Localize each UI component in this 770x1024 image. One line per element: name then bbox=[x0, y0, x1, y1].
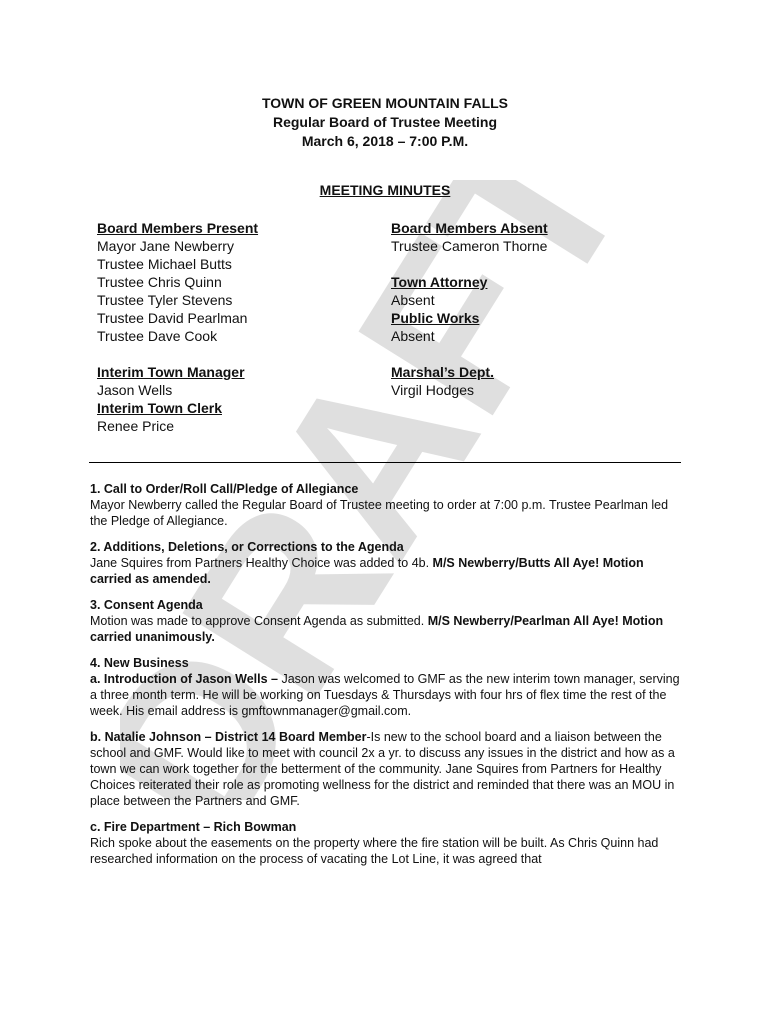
item-title: b. Natalie Johnson – District 14 Board Member bbox=[90, 730, 367, 744]
town-attorney-value: Absent bbox=[391, 292, 435, 308]
section-new-business-a bbox=[90, 655, 680, 719]
item-text: Jason was welcomed to GMF as the new interim town manager, serving a three month term. He will be working on Tuesdays & Thursdays with four hrs of flex time the rest of the week. His email address is gmftownmanager@gmail.com. bbox=[90, 672, 680, 718]
marshal-heading: Marshal’s Dept. bbox=[391, 364, 494, 380]
section-title: 3. Consent Agenda bbox=[90, 598, 203, 612]
section-new-business-b bbox=[90, 729, 680, 809]
item-text: Rich spoke about the easements on the property where the fire station will be built. As Chris Quinn had researched information on the process of vacating the Lot Line, it was agreed that bbox=[90, 836, 659, 866]
document-header bbox=[0, 94, 770, 151]
motion-result: M/S Newberry/Pearlman All Aye! Motion carried unanimously. bbox=[90, 614, 664, 644]
attendance-right-column bbox=[391, 219, 691, 399]
present-heading: Board Members Present bbox=[97, 220, 259, 236]
item-paragraph bbox=[90, 671, 680, 719]
present-member: Trustee Tyler Stevens bbox=[97, 292, 233, 308]
section-title: 1. Call to Order/Roll Call/Pledge of Allegiance bbox=[90, 482, 359, 496]
interim-manager-heading: Interim Town Manager bbox=[97, 364, 245, 380]
section-paragraph bbox=[90, 555, 680, 587]
section-text: Motion was made to approve Consent Agenda as submitted. bbox=[90, 614, 428, 628]
meeting-date: March 6, 2018 – 7:00 P.M. bbox=[301, 133, 469, 149]
absent-heading: Board Members Absent bbox=[391, 220, 548, 236]
marshal-name: Virgil Hodges bbox=[391, 382, 475, 398]
section-title: 4. New Business bbox=[90, 656, 189, 670]
interim-clerk-heading: Interim Town Clerk bbox=[97, 400, 222, 416]
attendance-left-column bbox=[97, 219, 367, 435]
item-title: a. Introduction of Jason Wells – bbox=[90, 672, 282, 686]
section-paragraph bbox=[90, 613, 680, 645]
item-title: c. Fire Department – Rich Bowman bbox=[90, 820, 297, 834]
svg-text:DRAFT: DRAFT bbox=[120, 180, 675, 800]
absent-member: Trustee Cameron Thorne bbox=[391, 238, 548, 254]
present-member: Trustee Michael Butts bbox=[97, 256, 232, 272]
section-new-business-c bbox=[90, 819, 680, 867]
public-works-value: Absent bbox=[391, 328, 435, 344]
present-member: Trustee Chris Quinn bbox=[97, 274, 222, 290]
section-text: Mayor Newberry called the Regular Board of Trustee meeting to order at 7:00 p.m. Trustee Pearlman led the Pledge of Allegiance. bbox=[90, 498, 669, 528]
minutes-body bbox=[90, 481, 680, 877]
present-member: Trustee Dave Cook bbox=[97, 328, 218, 344]
town-name: TOWN OF GREEN MOUNTAIN FALLS bbox=[261, 95, 509, 111]
meeting-type: Regular Board of Trustee Meeting bbox=[272, 114, 498, 130]
item-text: -Is new to the school board and a liaison between the school and GMF. Would like to meet with council 2x a yr. to discuss any issues in the district and how as a town we can work together for the betterment of the community. Jane Squires from Partners for Healthy Choices reiterated their role as promoting wellness for the district and reminded that there was an MOU in place between the Partners and GMF. bbox=[90, 730, 675, 808]
present-member: Mayor Jane Newberry bbox=[97, 238, 234, 254]
section-divider bbox=[89, 462, 681, 463]
motion-result: M/S Newberry/Butts All Aye! Motion carried as amended. bbox=[90, 556, 644, 586]
section-call-to-order bbox=[90, 481, 680, 529]
section-consent-agenda bbox=[90, 597, 680, 645]
public-works-heading: Public Works bbox=[391, 310, 480, 326]
interim-clerk-name: Renee Price bbox=[97, 418, 175, 434]
interim-manager-name: Jason Wells bbox=[97, 382, 173, 398]
section-title: 2. Additions, Deletions, or Corrections to the Agenda bbox=[90, 540, 404, 554]
section-agenda-changes bbox=[90, 539, 680, 587]
minutes-title: MEETING MINUTES bbox=[319, 182, 451, 198]
section-text: Jane Squires from Partners Healthy Choice was added to 4b. bbox=[90, 556, 433, 570]
town-attorney-heading: Town Attorney bbox=[391, 274, 488, 290]
present-member: Trustee David Pearlman bbox=[97, 310, 248, 326]
item-paragraph bbox=[90, 729, 680, 809]
